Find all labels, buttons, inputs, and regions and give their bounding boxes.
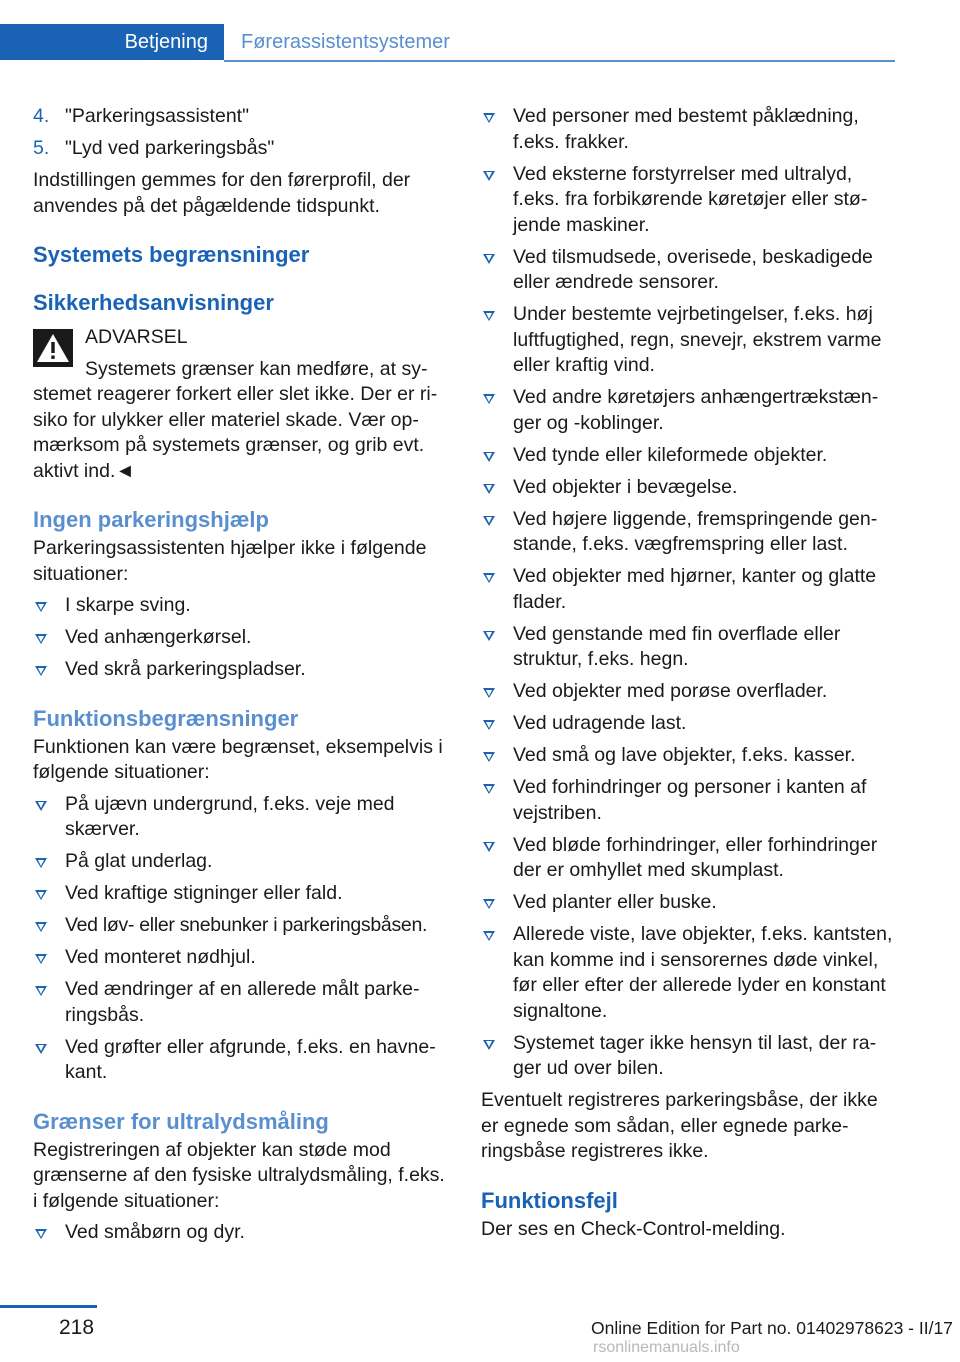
warning-text: Systemets grænser kan medføre, at systemet reagerer forkert eller slet ikke. Der er risiko for ulykker eller materiel skade. Vær opmærksom på systemets grænser, og grib evt. aktivt ind.◄ [33,357,438,482]
ultrasound-paragraph: Registreringen af objekter kan støde mod grænserne af den fysiske ultralydsmåling, f.eks. i følgende situationer: [33,1138,445,1212]
function-limits-list [33,792,447,1086]
bullet-triangle-icon [35,1229,47,1239]
numbered-item [33,136,447,162]
list-item [481,711,895,737]
list-item [481,775,895,826]
bullet-triangle-icon [483,931,495,941]
right-column [481,104,895,1242]
list-item-text: Under bestemte vejrbetingelser, f.eks. høj luftfugtighed, regn, snevejr, ekstrem varme eller kraftig vind. [513,303,882,376]
list-item-text: Ved ændringer af en allerede målt parkeringsbås. [65,978,420,1026]
left-column [33,104,447,1252]
list-item [481,564,895,615]
list-item [481,302,895,379]
tab-underline [224,60,895,62]
list-item [33,625,447,651]
item-text: "Parkeringsassistent" [65,105,250,127]
bullet-triangle-icon [483,171,495,181]
list-item [33,977,447,1028]
list-item [33,913,447,939]
bullet-triangle-icon [35,858,47,868]
list-item [33,849,447,875]
list-item [33,945,447,971]
heading-function-limits: Funktionsbegrænsninger [33,705,299,731]
list-item-text: Ved højere liggende, fremspringende genstande, f.eks. vægfremspring eller last. [513,507,878,555]
bullet-triangle-icon [483,1040,495,1050]
list-item [481,507,895,558]
heading-safety: Sikkerhedsanvisninger [33,290,274,315]
heading-ultrasound-limits: Grænser for ultralydsmåling [33,1108,329,1134]
list-item-text: På glat underlag. [65,850,213,872]
warning-block [33,325,447,484]
heading-no-parking-assist: Ingen parkeringshjælp [33,507,269,532]
list-item-text: Ved genstande med fin overflade eller struktur, f.eks. hegn. [513,622,841,670]
bullet-triangle-icon [483,631,495,641]
list-item [481,385,895,436]
list-item [481,1031,895,1082]
bullet-triangle-icon [35,801,47,811]
list-item-text: Ved skrå parkeringspladser. [65,658,306,680]
bullet-triangle-icon [35,1044,47,1054]
list-item [33,657,447,683]
list-item [33,792,447,843]
list-item-text: Ved små og lave objekter, f.eks. kasser. [513,744,856,766]
bullet-triangle-icon [483,516,495,526]
list-item-text: Ved objekter med hjørner, kanter og glatte flader. [513,565,877,613]
right-list [481,104,895,1082]
bullet-triangle-icon [35,922,47,932]
list-item-text: Ved anhængerkørsel. [65,626,252,648]
list-item [481,833,895,884]
list-item-text: Allerede viste, lave objekter, f.eks. kantsten, kan komme ind i sensorernes døde vinkel, før eller efter der allerede lyder en konstant signaltone. [513,923,893,1022]
bullet-triangle-icon [483,113,495,123]
list-item-text: Ved objekter med porøse overflader. [513,680,828,702]
bullet-triangle-icon [483,484,495,494]
no-assist-paragraph: Parkeringsassistenten hjælper ikke i følgende situationer: [33,537,427,585]
item-number: 4. [33,105,50,127]
bullet-triangle-icon [483,842,495,852]
list-item-text: Ved planter eller buske. [513,891,717,913]
bullet-triangle-icon [35,666,47,676]
no-assist-list [33,593,447,683]
list-item-text: Ved tynde eller kileformede objekter. [513,443,828,466]
outro-paragraph: Eventuelt registreres parkeringsbåse, der ikke er egnede som sådan, eller egnede parkeringsbåse registreres ikke. [481,1089,878,1162]
heading-malfunction: Funktionsfejl [481,1187,618,1213]
ultrasound-list [33,1220,447,1246]
list-item-text: I skarpe sving. [65,594,191,616]
bullet-triangle-icon [483,394,495,404]
list-item [481,475,895,501]
bullet-triangle-icon [483,254,495,264]
list-item-text: Ved småbørn og dyr. [65,1221,245,1243]
list-item-text: Ved tilsmudsede, overisede, beskadigede eller ændrede sensorer. [513,245,873,293]
tab-forerassistentsystemer[interactable]: Førerassistentsystemer [241,31,450,53]
list-item-text: Ved forhindringer og personer i kanten af vejstriben. [513,776,867,824]
bullet-triangle-icon [483,311,495,321]
bullet-triangle-icon [483,573,495,583]
list-item-text: Ved objekter i bevægelse. [513,475,738,498]
list-item [481,922,895,1024]
list-item [481,890,895,916]
bullet-triangle-icon [483,688,495,698]
list-item [481,162,895,239]
item-text: "Lyd ved parkeringsbås" [65,137,275,159]
list-item-text: Ved personer med bestemt påklædning, f.eks. frakker. [513,105,859,153]
warning-triangle-icon [33,329,73,367]
item-number: 5. [33,137,50,159]
function-limits-paragraph: Funktionen kan være begrænset, eksempelvis i følgende situationer: [33,735,443,783]
malfunction-paragraph: Der ses en Check-Control-melding. [481,1217,786,1240]
numbered-item [33,104,447,130]
list-item-text: Ved andre køretøjers anhængertrækstænger og -koblinger. [513,386,879,434]
warning-title: ADVARSEL [85,326,188,348]
bullet-triangle-icon [35,986,47,996]
bullet-triangle-icon [483,899,495,909]
watermark-text: rsonlinemanuals.info [593,1339,740,1356]
list-item-text: Systemet tager ikke hensyn til last, der rager ud over bilen. [513,1031,877,1079]
header-tabbar [0,24,895,62]
list-item [33,1035,447,1086]
page-number: 218 [59,1316,95,1339]
list-item [481,622,895,673]
intro-paragraph: Indstillingen gemmes for den førerprofil, der anvendes på det pågældende tidspunkt. [33,169,411,217]
list-item [33,593,447,619]
list-item-text: Ved kraftige stigninger eller fald. [65,882,343,904]
list-item-text: Ved monteret nødhjul. [65,946,256,968]
bullet-triangle-icon [35,890,47,900]
list-item-text: Ved bløde forhindringer, eller forhindringer der er omhyllet med skumplast. [513,833,878,881]
bullet-triangle-icon [35,602,47,612]
list-item [33,1220,447,1246]
list-item [481,245,895,296]
list-item [481,443,895,469]
list-item-text: Ved udragende last. [513,712,687,734]
list-item [33,881,447,907]
bullet-triangle-icon [483,784,495,794]
list-item-text: Ved løv- eller snebunker i parkeringsbåsen. [65,914,428,936]
bullet-triangle-icon [483,720,495,730]
list-item [481,743,895,769]
list-item [481,104,895,155]
footer-rule [0,1305,97,1308]
edition-text: Online Edition for Part no. 01402978623 - II/17 [591,1318,953,1338]
bullet-triangle-icon [483,752,495,762]
list-item-text: På ujævn undergrund, f.eks. veje med skærver. [65,792,395,840]
heading-system-limits: Systemets begrænsninger [33,242,310,267]
bullet-triangle-icon [35,954,47,964]
list-item-text: Ved grøfter eller afgrunde, f.eks. en havnekant. [65,1035,436,1083]
bullet-triangle-icon [483,452,495,462]
tab-betjening[interactable]: Betjening [0,24,224,60]
list-item [481,679,895,705]
list-item-text: Ved eksterne forstyrrelser med ultralyd, f.eks. fra forbikørende køretøjer eller støjende maskiner. [513,162,868,236]
bullet-triangle-icon [35,634,47,644]
